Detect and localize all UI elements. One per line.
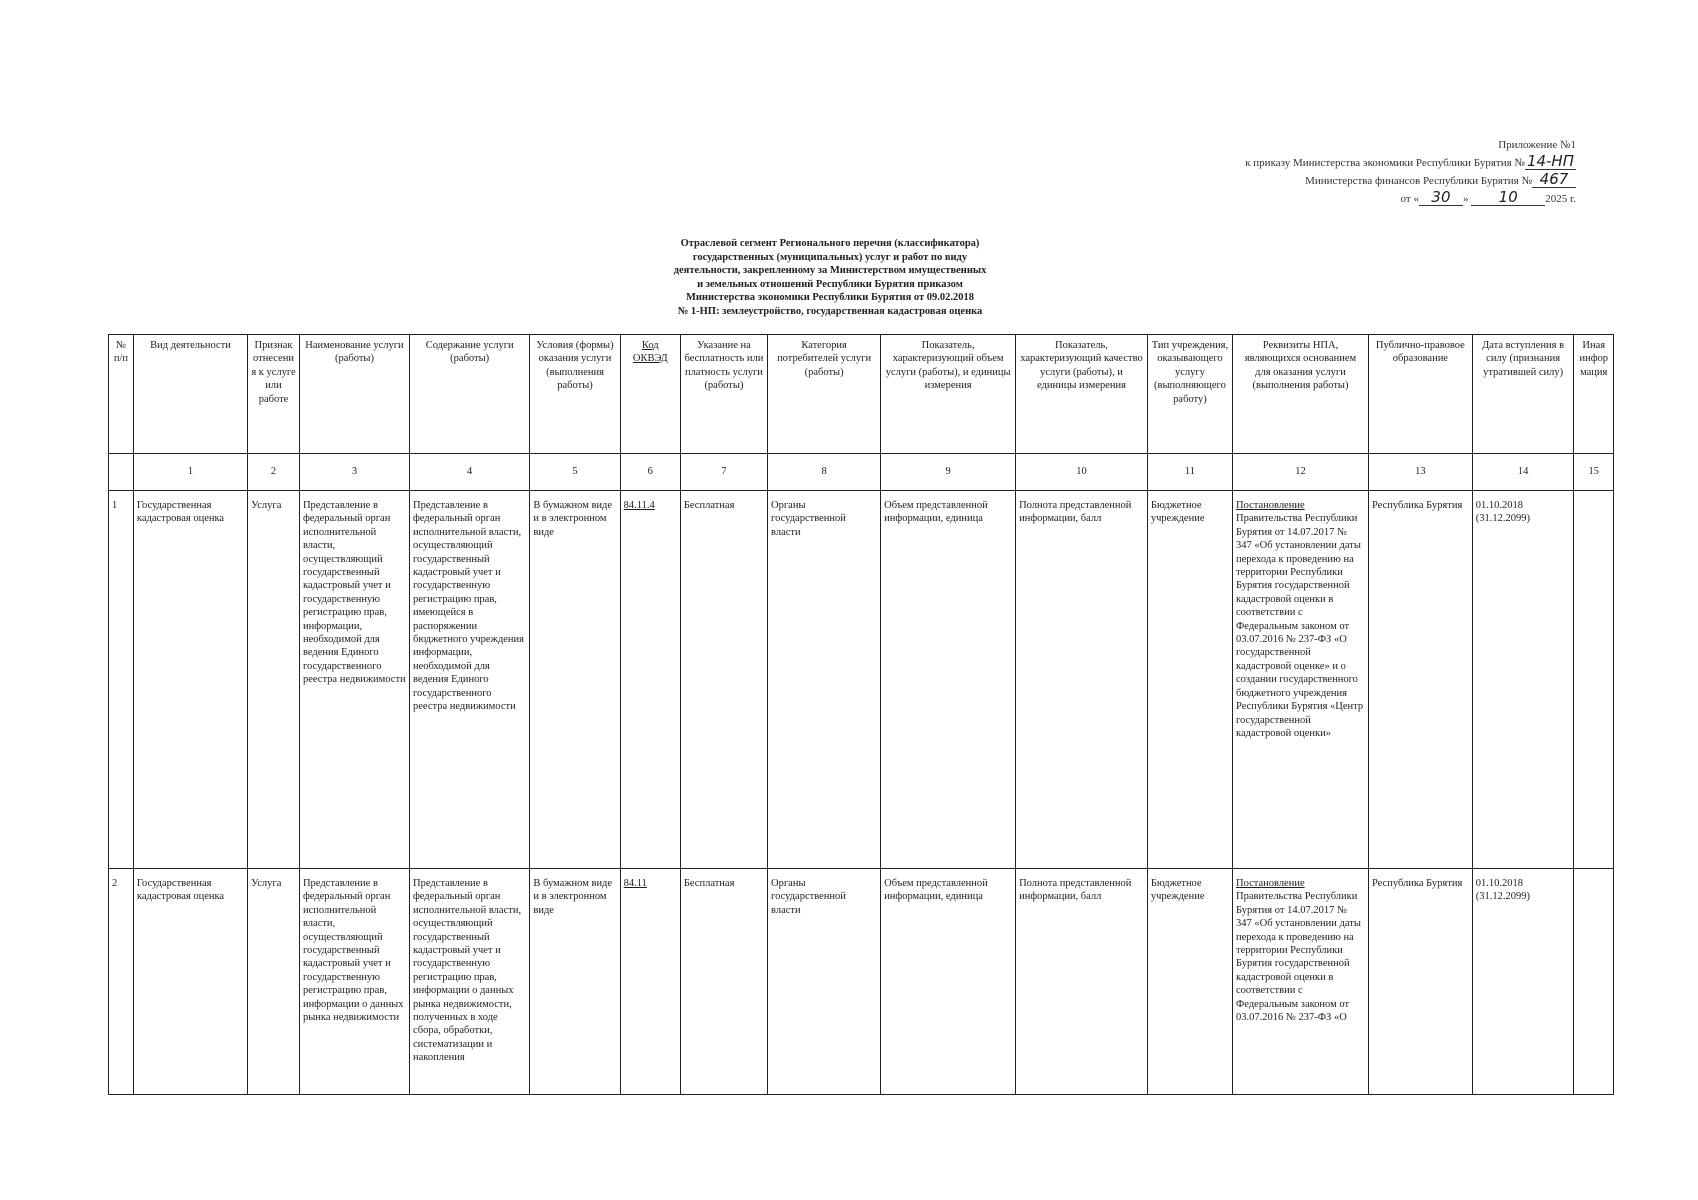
handwritten-finance-number: 467 — [1532, 171, 1576, 188]
column-number: 15 — [1574, 454, 1614, 491]
cell-name: Представление в федеральный орган исполнительной власти, осуществляющий государственный кадастровый учет и государственную регистрацию прав, информации о данных рынка недвижимости — [299, 869, 409, 1095]
header-cell: Дата вступления в силу (признания утратившей силу) — [1472, 335, 1574, 454]
appendix-order-economy: к приказу Министерства экономики Республики Бурятия № 14-НП — [1245, 152, 1574, 170]
cell-npa: Постановление Правительства Республики Бурятия от 14.07.2017 № 347 «Об установлении даты перехода к проведению на территории Республики Бурятия государственной кадастровой оценки в соответствии с Федеральным законом от 03.07.2016 № 237-ФЗ «О — [1233, 869, 1369, 1095]
header-cell: Тип учреждения, оказывающего услугу (выполняющего работу) — [1147, 335, 1232, 454]
cell-quality: Полнота представленной информации, балл — [1016, 869, 1148, 1095]
npa-link[interactable]: Постановление — [1236, 878, 1305, 889]
cell-other — [1574, 869, 1614, 1095]
header-cell: Категория потребителей услуги (работы) — [768, 335, 881, 454]
header-cell: Реквизиты НПА, являющихся основанием для оказания услуги (выполнения работы) — [1233, 335, 1369, 454]
table-row — [109, 869, 1614, 1095]
header-cell: № п/п — [109, 335, 134, 454]
column-number — [109, 454, 134, 491]
cell-num: 2 — [109, 869, 134, 1095]
column-number: 14 — [1472, 454, 1574, 491]
table-row — [109, 491, 1614, 869]
cell-quality: Полнота представленной информации, балл — [1016, 491, 1148, 869]
handwritten-order-number: 14-НП — [1526, 152, 1574, 170]
cell-sign: Услуга — [248, 869, 300, 1095]
header-cell: Содержание услуги (работы) — [409, 335, 529, 454]
column-number: 13 — [1368, 454, 1472, 491]
cell-npa: Постановление Правительства Республики Бурятия от 14.07.2017 № 347 «Об установлении даты перехода к проведению на территории Республики Бурятия государственной кадастровой оценки в соответствии с Федеральным законом от 03.07.2016 № 237-ФЗ «О государственной кадастровой оценке» и о создании государственного бюджетного учреждения Республики Бурятия «Центр государственной кадастровой оценки» — [1233, 491, 1369, 869]
table-bottom-border — [108, 1094, 1614, 1095]
cell-volume: Объем представленной информации, единица — [881, 491, 1016, 869]
cell-entity: Республика Бурятия — [1368, 491, 1472, 869]
cell-volume: Объем представленной информации, единица — [881, 869, 1016, 1095]
cell-date: 01.10.2018 (31.12.2099) — [1472, 869, 1574, 1095]
cell-inst-type: Бюджетное учреждение — [1147, 491, 1232, 869]
cell-okved: 84.11.4 — [620, 491, 680, 869]
header-cell: Иная информация — [1574, 335, 1614, 454]
header-cell: Указание на бесплатность или платность услуги (работы) — [680, 335, 767, 454]
cell-date: 01.10.2018 (31.12.2099) — [1472, 491, 1574, 869]
cell-inst-type: Бюджетное учреждение — [1147, 869, 1232, 1095]
column-number: 6 — [620, 454, 680, 491]
cell-payment: Бесплатная — [680, 869, 767, 1095]
cell-sign: Услуга — [248, 491, 300, 869]
cell-num: 1 — [109, 491, 134, 869]
document-title: Отраслевой сегмент Регионального перечня (классификатора) государственных (муниципальных) услуг и работ по виду деятельности, закрепленному за Министерством имущественных и земельных отношений Республики Бурятия приказом Министерства экономики Республики Бурятия от 09.02.2018 № 1-НП: землеустройство, государственная кадастровая оценка — [673, 238, 987, 317]
cell-name: Представление в федеральный орган исполнительной власти, осуществляющий государственный кадастровый учет и государственную регистрацию прав, информации, необходимой для ведения Единого государственного реестра недвижимости — [299, 491, 409, 869]
cell-consumers: Органы государственной власти — [768, 491, 881, 869]
column-number: 8 — [768, 454, 881, 491]
appendix-date: от « 30 » 10 2025 г. — [1400, 188, 1576, 206]
registry-table — [108, 334, 1614, 1094]
header-cell: Показатель, характеризующий объем услуги (работы), и единицы измерения — [881, 335, 1016, 454]
npa-link[interactable]: Постановление — [1236, 500, 1305, 511]
column-number: 7 — [680, 454, 767, 491]
cell-other — [1574, 491, 1614, 869]
header-cell: Показатель, характеризующий качество услуги (работы), и единицы измерения — [1016, 335, 1148, 454]
column-number: 11 — [1147, 454, 1232, 491]
cell-payment: Бесплатная — [680, 491, 767, 869]
column-number: 4 — [409, 454, 529, 491]
cell-okved: 84.11 — [620, 869, 680, 1095]
cell-content: Представление в федеральный орган исполнительной власти, осуществляющий государственный кадастровый учет и государственную регистрацию прав, информации о данных рынка недвижимости, полученных в ходе сбора, обработки, систематизации и накопления — [409, 869, 529, 1095]
header-cell: Вид деятельности — [133, 335, 247, 454]
appendix-title: Приложение №1 — [1498, 139, 1576, 151]
column-number: 2 — [248, 454, 300, 491]
cell-entity: Республика Бурятия — [1368, 869, 1472, 1095]
table-header-row — [109, 335, 1614, 454]
cell-consumers: Органы государственной власти — [768, 869, 881, 1095]
column-number: 5 — [530, 454, 620, 491]
column-number: 9 — [881, 454, 1016, 491]
column-number: 1 — [133, 454, 247, 491]
column-number-row — [109, 454, 1614, 491]
cell-activity: Государственная кадастровая оценка — [133, 869, 247, 1095]
registry-table-sheet — [108, 334, 1614, 1094]
column-number: 10 — [1016, 454, 1148, 491]
header-cell: Наименование услуги (работы) — [299, 335, 409, 454]
cell-activity: Государственная кадастровая оценка — [133, 491, 247, 869]
header-cell: Признак отнесения к услуге или работе — [248, 335, 300, 454]
handwritten-month: 10 — [1471, 189, 1545, 206]
header-cell: Условия (формы) оказания услуги (выполнения работы) — [530, 335, 620, 454]
cell-conditions: В бумажном виде и в электронном виде — [530, 869, 620, 1095]
appendix-block — [1245, 137, 1576, 207]
cell-conditions: В бумажном виде и в электронном виде — [530, 491, 620, 869]
header-cell: Публично-правовое образование — [1368, 335, 1472, 454]
appendix-order-finance: Министерства финансов Республики Бурятия № 467 — [1245, 171, 1576, 189]
column-number: 3 — [299, 454, 409, 491]
handwritten-day: 30 — [1419, 189, 1463, 206]
column-number: 12 — [1233, 454, 1369, 491]
cell-content: Представление в федеральный орган исполнительной власти, осуществляющий государственный кадастровый учет и государственную регистрацию прав, имеющейся в распоряжении бюджетного учреждения информации, необходимой для ведения Единого государственного реестра недвижимости — [409, 491, 529, 869]
header-cell: Код ОКВЭД — [620, 335, 680, 454]
